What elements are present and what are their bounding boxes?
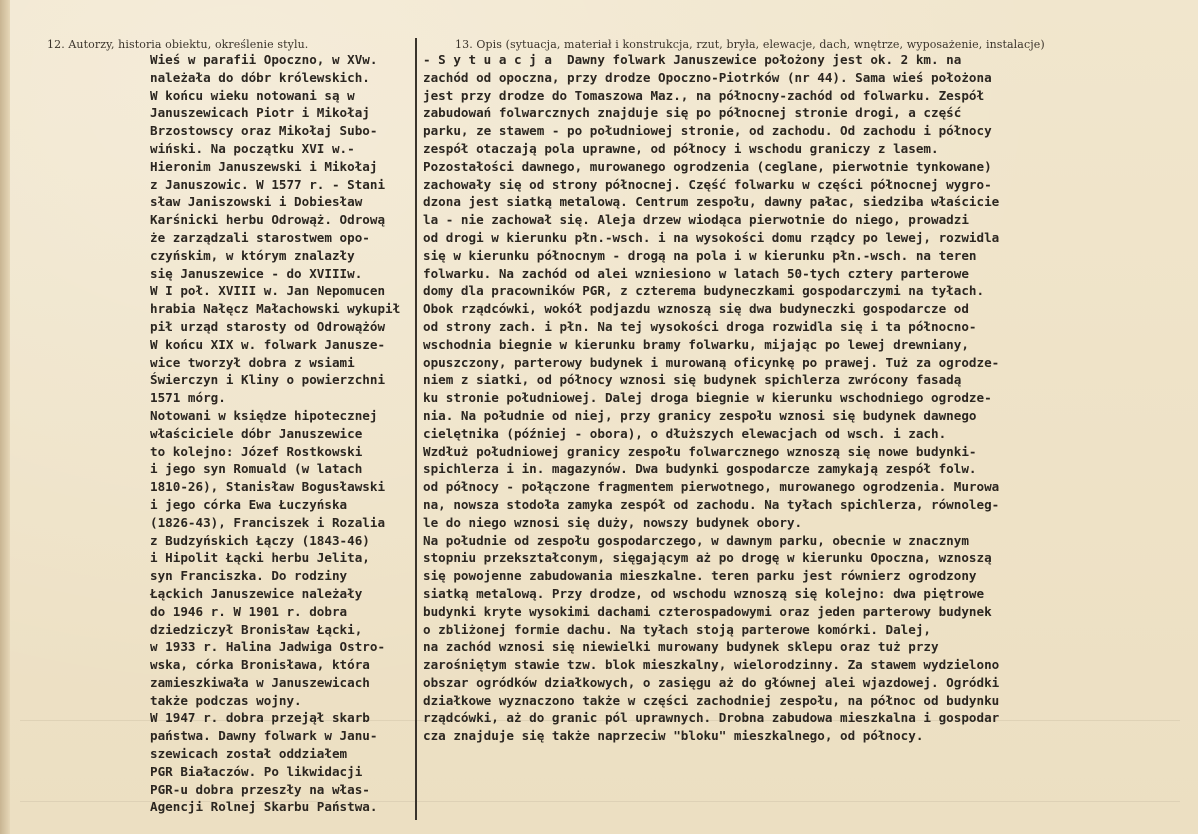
description-text-line: od drogi w kierunku płn.-wsch. i na wysokości domu rządcy po lewej, rozwidla bbox=[423, 229, 1000, 245]
description-text-line: la - nie zachował się. Aleja drzew wiodąca pierwotnie do niego, prowadzi bbox=[423, 212, 969, 228]
history-text-line: Wieś w parafii Opoczno, w XVw. bbox=[150, 52, 378, 67]
history-text-line: państwa. Dawny folwark w Janu- bbox=[150, 728, 378, 744]
history-text-line: Notowani w księdze hipotecznej bbox=[150, 407, 378, 423]
history-text-line: Agencji Rolnej Skarbu Państwa. bbox=[150, 799, 378, 815]
history-text-line: do 1946 r. W 1901 r. dobra bbox=[150, 603, 348, 619]
history-text-line: Karśnicki herbu Odrowąż. Odrową bbox=[150, 212, 386, 228]
description-text-line: nia. Na południe od niej, przy granicy zespołu wznosi się budynek dawnego bbox=[423, 407, 977, 423]
history-text-line: z Januszowic. W 1577 r. - Stani bbox=[150, 176, 386, 192]
description-text-line: siatką metalową. Przy drodze, od wschodu wznoszą się kolejno: dwa piętrowe bbox=[423, 585, 985, 601]
history-text-line: W końcu wieku notowani są w bbox=[150, 87, 355, 103]
history-text-line: czyńskim, w którym znalazły bbox=[150, 247, 355, 263]
description-text-line: zabudowań folwarcznych znajduje się po północnej stronie drogi, a część bbox=[423, 105, 962, 121]
description-text-line: dzona jest siatką metalową. Centrum zespołu, dawny pałac, siedziba właścicie bbox=[423, 194, 1000, 210]
description-text-line: Na południe od zespołu gospodarczego, w dawnym parku, obecnie w znacznym bbox=[423, 532, 969, 548]
description-text-line: zarośniętym stawie tzw. blok mieszkalny, wielorodzinny. Za stawem wydzielono bbox=[423, 657, 1000, 673]
history-text-line: Łąckich Januszewice należały bbox=[150, 585, 363, 601]
description-text-line: parku, ze stawem - po południowej stronie, od zachodu. Od zachodu i północy bbox=[423, 123, 992, 139]
description-text-line: zachód od opoczna, przy drodze Opoczno-Piotrków (nr 44). Sama wieś położona bbox=[423, 69, 992, 85]
column-divider bbox=[415, 38, 417, 820]
history-text-line: pił urząd starosty od Odrowążów bbox=[150, 318, 386, 334]
description-text-line: domy dla pracowników PGR, z czterema budyneczkami gospodarczymi na tyłach. bbox=[423, 283, 985, 299]
description-text-line: Wzdłuż południowej granicy zespołu folwarcznego wznoszą się nowe budynki- bbox=[423, 443, 977, 459]
history-text-line: i Hipolit Łącki herbu Jelita, bbox=[150, 550, 370, 566]
description-text-line: wschodnia biegnie w kierunku bramy folwarku, mijając po lewej drewniany, bbox=[423, 336, 969, 352]
history-text-line: zamieszkiwała w Januszewicach bbox=[150, 674, 370, 690]
history-text-line: należała do dóbr królewskich. bbox=[150, 69, 370, 85]
history-text-line: hrabia Nałęcz Małachowski wykupił bbox=[150, 301, 401, 317]
description-text-line: opuszczony, parterowy budynek i murowaną oficynkę po prawej. Tuż za ogrodze- bbox=[423, 354, 1000, 370]
description-text-column bbox=[423, 51, 999, 745]
description-text-line: rządcówki, aż do granic pól uprawnych. Drobna zabudowa mieszkalna i gospodar bbox=[423, 710, 1000, 726]
description-text-line: folwarku. Na zachód od alei wzniesiono w latach 50-tych cztery parterowe bbox=[423, 265, 969, 281]
history-text-line: się Januszewice - do XVIIIw. bbox=[150, 265, 363, 281]
history-text-line: W 1947 r. dobra przejął skarb bbox=[150, 710, 370, 726]
description-text-line: od północy - połączone fragmentem pierwotnego, murowanego ogrodzenia. Murowa bbox=[423, 479, 1000, 495]
description-text-line: niem z siatki, od północy wznosi się budynek spichlerza zwrócony fasadą bbox=[423, 372, 962, 388]
history-text-line: to kolejno: Józef Rostkowski bbox=[150, 443, 363, 459]
description-text-line: na, nowsza stodoła zamyka zespół od zachodu. Na tyłach spichlerza, równoleg- bbox=[423, 496, 1000, 512]
description-text-line: spichlerza i in. magazynów. Dwa budynki gospodarcze zamykają zespół folw. bbox=[423, 461, 977, 477]
description-text-line: ku stronie południowej. Dalej droga biegnie w kierunku wschodniego ogrodze- bbox=[423, 390, 992, 406]
section-12-header: 12. Autorzy, historia obiektu, określenie stylu. bbox=[47, 38, 309, 51]
description-text-line: jest przy drodze do Tomaszowa Maz., na północny-zachód od folwarku. Zespół bbox=[423, 87, 985, 103]
description-text-line: - S y t u a c j a Dawny folwark Januszewice położony jest ok. 2 km. na bbox=[423, 52, 962, 67]
history-text-line: właściciele dóbr Januszewice bbox=[150, 425, 363, 441]
history-text-line: Brzostowscy oraz Mikołaj Subo- bbox=[150, 123, 378, 139]
history-text-line: 1810-26), Stanisław Bogusławski bbox=[150, 479, 386, 495]
history-text-line: Januszewicach Piotr i Mikołaj bbox=[150, 105, 370, 121]
history-text-line: i jego syn Romuald (w latach bbox=[150, 461, 363, 477]
history-text-line: wska, córka Bronisława, która bbox=[150, 657, 370, 673]
history-text-line: PGR Białaczów. Po likwidacji bbox=[150, 763, 363, 779]
description-text-line: zespół otaczają pola uprawne, od północy i wschodu graniczy z lasem. bbox=[423, 140, 939, 156]
history-text-line: PGR-u dobra przeszły na włas- bbox=[150, 781, 370, 797]
history-text-line: szewicach został oddziałem bbox=[150, 746, 348, 762]
section-13-header: 13. Opis (sytuacja, materiał i konstrukcja, rzut, bryła, elewacje, dach, wnętrze, wyposażenie, instalacje) bbox=[455, 38, 1045, 51]
description-text-line: od strony zach. i płn. Na tej wysokości droga rozwidla się i ta północno- bbox=[423, 318, 977, 334]
history-text-line: Świerczyn i Kliny o powierzchni bbox=[150, 372, 386, 388]
description-text-line: budynki kryte wysokimi dachami czterospadowymi oraz jeden parterowy budynek bbox=[423, 603, 992, 619]
description-text-line: się powojenne zabudowania mieszkalne. teren parku jest równierz ogrodzony bbox=[423, 568, 977, 584]
history-text-line: 1571 mórg. bbox=[150, 390, 226, 406]
description-text-line: cza znajduje się także naprzeciw "bloku" mieszkalnego, od północy. bbox=[423, 728, 924, 744]
description-text-line: zachowały się od strony północnej. Część folwarku w części północnej wygro- bbox=[423, 176, 992, 192]
description-text-line: stopniu przekształconym, sięgającym aż po drogę w kierunku Opoczna, wznoszą bbox=[423, 550, 992, 566]
history-text-line: także podczas wojny. bbox=[150, 692, 302, 708]
history-text-line: wiński. Na początku XVI w.- bbox=[150, 140, 355, 156]
history-text-line: wice tworzył dobra z wsiami bbox=[150, 354, 355, 370]
history-text-line: W I poł. XVIII w. Jan Nepomucen bbox=[150, 283, 386, 299]
description-text-line: o zbliżonej formie dachu. Na tyłach stoją parterowe komórki. Dalej, bbox=[423, 621, 931, 637]
history-text-line: syn Franciszka. Do rodziny bbox=[150, 568, 348, 584]
history-text-line: w 1933 r. Halina Jadwiga Ostro- bbox=[150, 639, 386, 655]
description-text-line: cielętnika (później - obora), o dłuższych elewacjach od wsch. i zach. bbox=[423, 425, 947, 441]
description-text-line: działkowe wyznaczono także w części zachodniej zespołu, na północ od budynku bbox=[423, 692, 1000, 708]
history-text-line: Hieronim Januszewski i Mikołaj bbox=[150, 158, 378, 174]
description-text-line: na zachód wznosi się niewielki murowany budynek sklepu oraz tuż przy bbox=[423, 639, 939, 655]
history-text-column bbox=[150, 51, 400, 816]
page-edge bbox=[0, 0, 10, 834]
history-text-line: (1826-43), Franciszek i Rozalia bbox=[150, 514, 386, 530]
description-text-line: obszar ogródków działkowych, o zasięgu aż do głównej alei wjazdowej. Ogródki bbox=[423, 674, 1000, 690]
history-text-line: dziedziczył Bronisław Łącki, bbox=[150, 621, 363, 637]
description-text-line: się w kierunku północnym - drogą na pola i w kierunku płn.-wsch. na teren bbox=[423, 247, 977, 263]
description-text-line: le do niego wznosi się duży, nowszy budynek obory. bbox=[423, 514, 803, 530]
description-text-line: Pozostałości dawnego, murowanego ogrodzenia (ceglane, pierwotnie tynkowane) bbox=[423, 158, 992, 174]
history-text-line: sław Janiszowski i Dobiesław bbox=[150, 194, 363, 210]
history-text-line: i jego córka Ewa Łuczyńska bbox=[150, 496, 348, 512]
description-text-line: Obok rządcówki, wokół podjazdu wznoszą się dwa budyneczki gospodarcze od bbox=[423, 301, 969, 317]
history-text-line: z Budzyńskich Łączy (1843-46) bbox=[150, 532, 370, 548]
history-text-line: W końcu XIX w. folwark Janusze- bbox=[150, 336, 386, 352]
history-text-line: że zarządzali starostwem opo- bbox=[150, 229, 370, 245]
